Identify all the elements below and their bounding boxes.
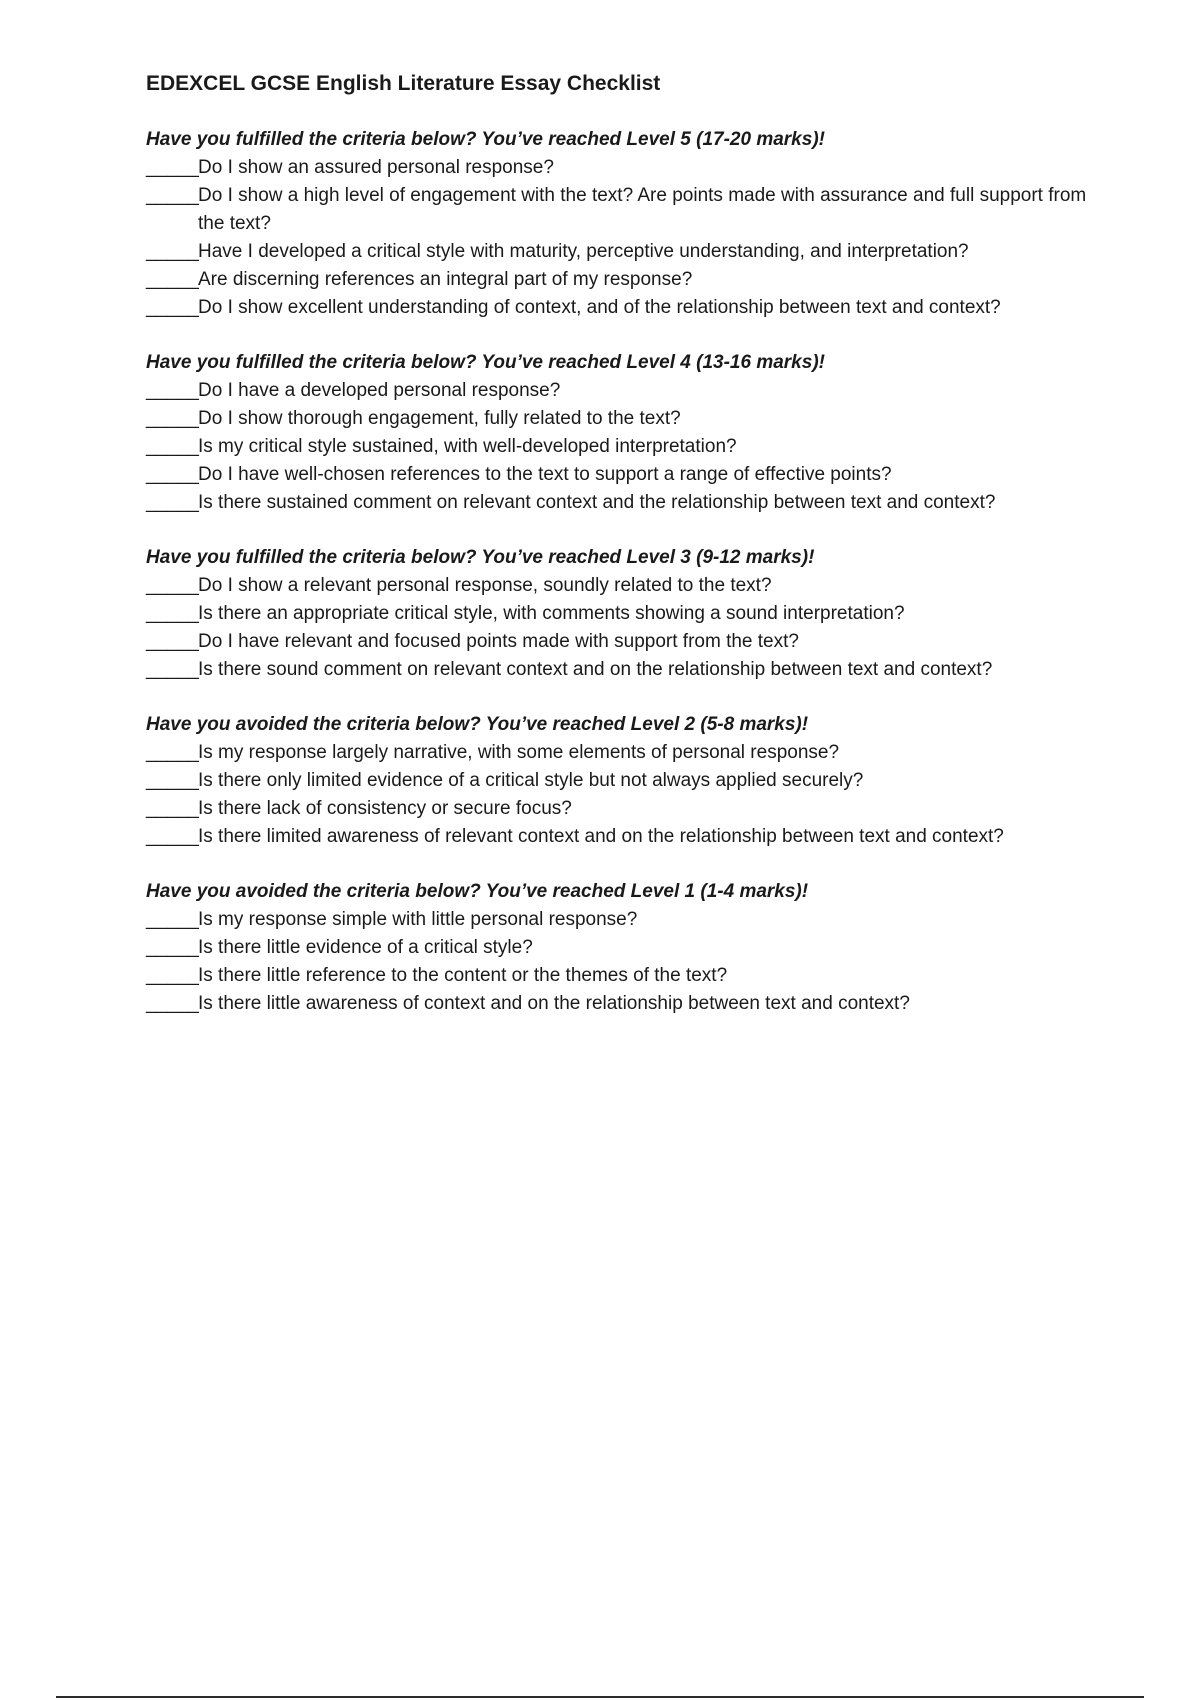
answer-blank[interactable]: _____: [146, 770, 199, 791]
item-text: Is there little reference to the content or the themes of the text?: [198, 965, 728, 986]
item-text: Are discerning references an integral part of my response?: [198, 269, 693, 290]
answer-blank[interactable]: _____: [146, 993, 199, 1014]
answer-blank[interactable]: _____: [146, 269, 199, 290]
item-text: Is there only limited evidence of a critical style but not always applied securely?: [198, 770, 864, 791]
answer-blank[interactable]: _____: [146, 631, 199, 652]
answer-blank[interactable]: _____: [146, 185, 199, 206]
item-text: Is there sustained comment on relevant context and the relationship between text and context?: [198, 492, 996, 513]
checklist-item: [146, 767, 1106, 795]
checklist-item: [146, 489, 1106, 517]
item-text: Do I show excellent understanding of context, and of the relationship between text and context?: [198, 297, 1001, 318]
page-bottom-rule: [56, 1696, 1144, 1698]
item-text: Is there limited awareness of relevant context and on the relationship between text and context?: [198, 826, 1004, 847]
section-level-4: [146, 349, 1106, 517]
item-text: Do I have well-chosen references to the text to support a range of effective points?: [198, 464, 892, 485]
item-text: Is my response largely narrative, with some elements of personal response?: [198, 742, 840, 763]
answer-blank[interactable]: _____: [146, 492, 199, 513]
checklist-item: [146, 182, 1106, 238]
answer-blank[interactable]: _____: [146, 742, 199, 763]
checklist-item: [146, 294, 1106, 322]
item-text: Do I show a relevant personal response, soundly related to the text?: [198, 575, 772, 596]
checklist-item: [146, 795, 1106, 823]
item-text: Is my response simple with little personal response?: [198, 909, 638, 930]
page-title: EDEXCEL GCSE English Literature Essay Checklist: [146, 72, 661, 95]
checklist-item: [146, 572, 1106, 600]
checklist-item: [146, 600, 1106, 628]
checklist-item: [146, 990, 1106, 1018]
checklist-item: [146, 934, 1106, 962]
item-text: Is there little evidence of a critical style?: [198, 937, 533, 958]
checklist-item: [146, 906, 1106, 934]
answer-blank[interactable]: _____: [146, 436, 199, 457]
section-level-5: [146, 126, 1106, 322]
section-level-1: [146, 878, 1106, 1018]
checklist-item: [146, 238, 1106, 266]
answer-blank[interactable]: _____: [146, 798, 199, 819]
checklist-item: [146, 656, 1106, 684]
item-text: Have I developed a critical style with maturity, perceptive understanding, and interpretation?: [198, 241, 969, 262]
answer-blank[interactable]: _____: [146, 659, 199, 680]
section-heading: Have you fulfilled the criteria below? You’ve reached Level 3 (9-12 marks)!: [146, 547, 815, 568]
checklist-item: [146, 823, 1106, 851]
answer-blank[interactable]: _____: [146, 157, 199, 178]
item-text: Do I have a developed personal response?: [198, 380, 561, 401]
answer-blank[interactable]: _____: [146, 408, 199, 429]
item-text: Do I show thorough engagement, fully related to the text?: [198, 408, 681, 429]
item-text: Do I have relevant and focused points made with support from the text?: [198, 631, 799, 652]
checklist-item: [146, 962, 1106, 990]
section-heading: Have you avoided the criteria below? You’ve reached Level 1 (1-4 marks)!: [146, 881, 809, 902]
item-text: Is there sound comment on relevant context and on the relationship between text and context?: [198, 659, 993, 680]
answer-blank[interactable]: _____: [146, 965, 199, 986]
section-heading: Have you avoided the criteria below? You’ve reached Level 2 (5-8 marks)!: [146, 714, 809, 735]
checklist-item: [146, 377, 1106, 405]
answer-blank[interactable]: _____: [146, 241, 199, 262]
document-page: [146, 70, 1106, 1045]
checklist-item: [146, 266, 1106, 294]
item-text: Is there lack of consistency or secure focus?: [198, 798, 572, 819]
section-heading: Have you fulfilled the criteria below? You’ve reached Level 4 (13-16 marks)!: [146, 352, 825, 373]
item-text: Is my critical style sustained, with well-developed interpretation?: [198, 436, 737, 457]
checklist-item: [146, 628, 1106, 656]
answer-blank[interactable]: _____: [146, 826, 199, 847]
answer-blank[interactable]: _____: [146, 464, 199, 485]
answer-blank[interactable]: _____: [146, 380, 199, 401]
item-text: Do I show a high level of engagement with the text? Are points made with assurance and full support from the text?: [198, 185, 1087, 234]
section-heading: Have you fulfilled the criteria below? You’ve reached Level 5 (17-20 marks)!: [146, 129, 825, 150]
checklist-item: [146, 154, 1106, 182]
checklist-item: [146, 461, 1106, 489]
item-text: Do I show an assured personal response?: [198, 157, 554, 178]
checklist-item: [146, 739, 1106, 767]
section-level-3: [146, 544, 1106, 684]
item-text: Is there little awareness of context and on the relationship between text and context?: [198, 993, 910, 1014]
section-level-2: [146, 711, 1106, 851]
answer-blank[interactable]: _____: [146, 575, 199, 596]
checklist-item: [146, 433, 1106, 461]
answer-blank[interactable]: _____: [146, 603, 199, 624]
answer-blank[interactable]: _____: [146, 909, 199, 930]
checklist-item: [146, 405, 1106, 433]
answer-blank[interactable]: _____: [146, 937, 199, 958]
answer-blank[interactable]: _____: [146, 297, 199, 318]
item-text: Is there an appropriate critical style, with comments showing a sound interpretation?: [198, 603, 905, 624]
